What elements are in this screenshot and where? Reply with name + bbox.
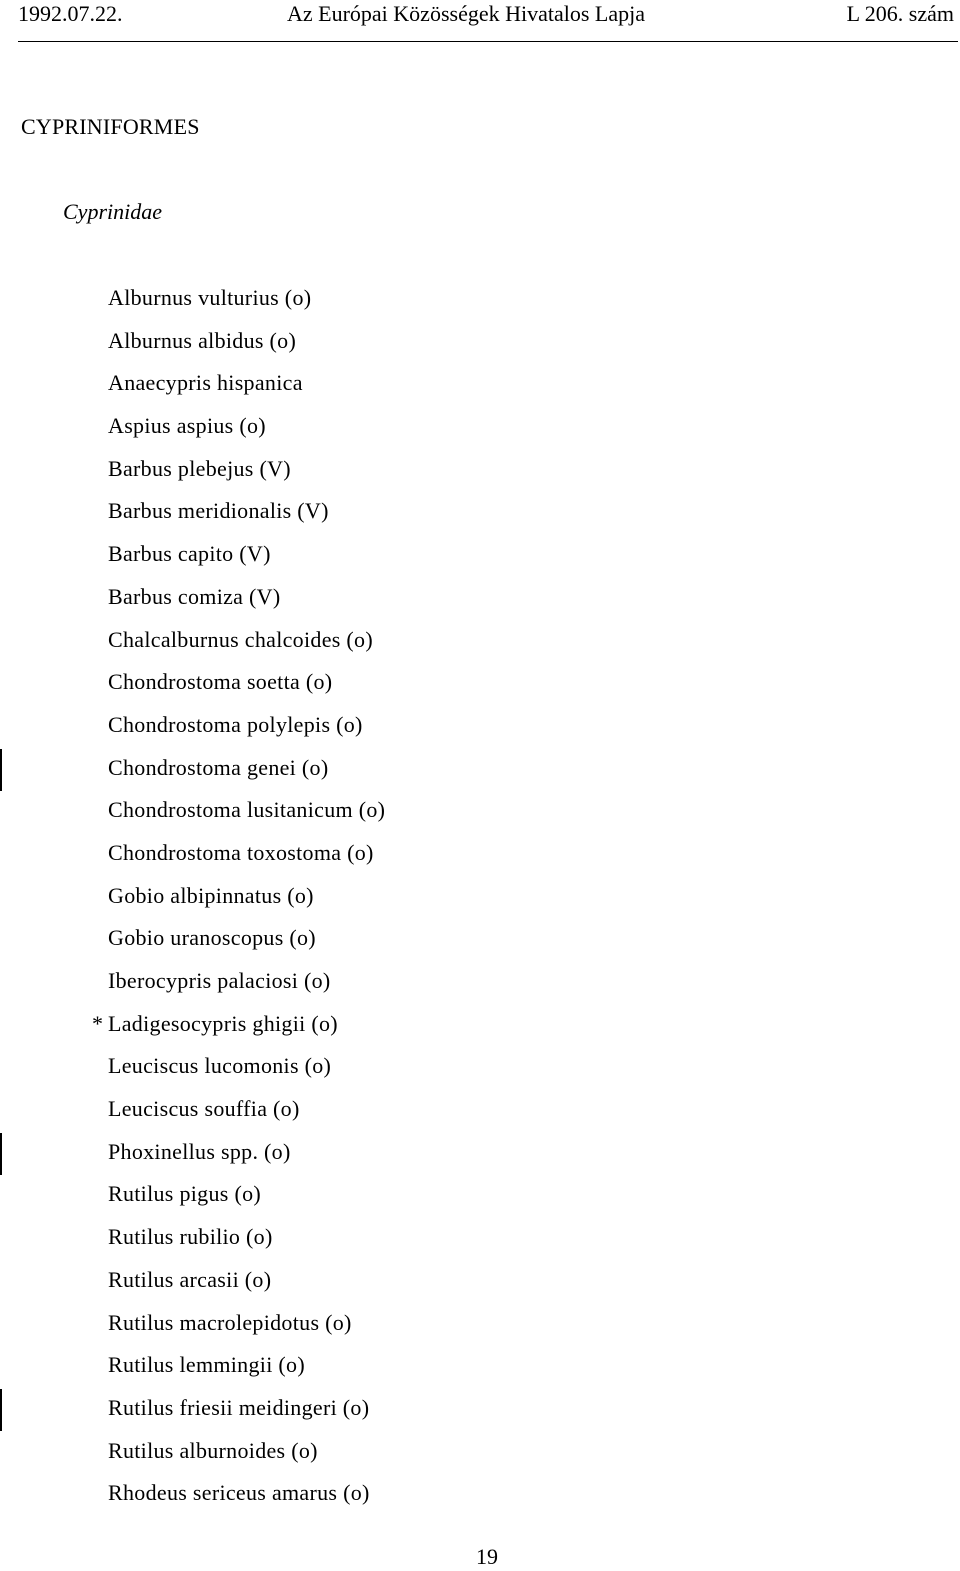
journal-title: Az Európai Közösségek Hivatalos Lapja [287,1,645,26]
publication-date: 1992.07.22. [18,1,123,26]
species-list-item [0,496,960,539]
species-list-item [0,1009,960,1052]
species-list-item [0,1051,960,1094]
species-name: Chondrostoma soetta (o) [108,669,333,695]
species-name: Aspius aspius (o) [108,413,266,439]
species-name: Rhodeus sericeus amarus (o) [108,1480,370,1506]
species-list-item [0,1222,960,1265]
species-list [0,283,960,1521]
species-name: Barbus meridionalis (V) [108,498,329,524]
species-name: Rutilus arcasii (o) [108,1266,272,1292]
species-list-item [0,454,960,497]
species-name: Rutilus rubilio (o) [108,1224,273,1250]
species-name: Gobio uranoscopus (o) [108,925,316,951]
issue-number: L 206. szám [846,1,954,26]
species-name: Anaecypris hispanica [108,370,303,396]
order-heading: CYPRINIFORMES [21,114,200,139]
species-name: Rutilus friesii meidingeri (o) [108,1394,370,1420]
species-list-item [0,923,960,966]
species-name: Chondrostoma genei (o) [108,754,329,780]
species-name: Barbus comiza (V) [108,583,281,609]
species-list-item [0,326,960,369]
species-list-item [0,881,960,924]
species-list-item [0,838,960,881]
species-list-item [0,582,960,625]
species-list-item [0,795,960,838]
species-list-item [0,411,960,454]
species-list-item [0,1436,960,1479]
species-name: Chalcalburnus chalcoides (o) [108,626,373,652]
change-bar-marker [0,749,2,791]
species-list-item [0,625,960,668]
species-name: Ladigesocypris ghigii (o) [108,1010,338,1036]
species-list-item [0,1393,960,1436]
species-list-item [0,539,960,582]
species-list-item [0,966,960,1009]
species-list-item [0,710,960,753]
species-list-item [0,1308,960,1351]
species-list-item [0,1265,960,1308]
species-name: Chondrostoma toxostoma (o) [108,839,374,865]
change-bar-marker [0,1133,2,1175]
species-list-item [0,1478,960,1521]
family-heading: Cyprinidae [63,199,162,224]
species-name: Chondrostoma lusitanicum (o) [108,797,386,823]
species-name: Leuciscus souffia (o) [108,1096,300,1122]
species-name: Rutilus alburnoides (o) [108,1437,318,1463]
species-list-item [0,1137,960,1180]
species-list-item [0,368,960,411]
species-list-item [0,753,960,796]
species-name: Iberocypris palaciosi (o) [108,968,331,993]
page-number: 19 [476,1544,498,1569]
species-list-item [0,1179,960,1222]
species-name: Alburnus vulturius (o) [108,285,312,310]
species-name: Rutilus lemmingii (o) [108,1352,305,1378]
change-bar-marker [0,1389,2,1431]
page-header [0,0,960,44]
header-divider [18,41,958,42]
species-list-item [0,1094,960,1137]
species-name: Alburnus albidus (o) [108,327,297,353]
priority-asterisk: * [92,1010,103,1036]
species-name: Chondrostoma polylepis (o) [108,711,363,737]
species-name: Rutilus macrolepidotus (o) [108,1309,352,1335]
species-name: Barbus plebejus (V) [108,455,291,481]
species-name: Barbus capito (V) [108,541,271,567]
species-name: Phoxinellus spp. (o) [108,1138,291,1164]
species-list-item [0,283,960,326]
species-name: Leuciscus lucomonis (o) [108,1053,332,1079]
species-name: Rutilus pigus (o) [108,1181,261,1207]
species-name: Gobio albipinnatus (o) [108,882,314,908]
species-list-item [0,1350,960,1393]
species-list-item [0,667,960,710]
